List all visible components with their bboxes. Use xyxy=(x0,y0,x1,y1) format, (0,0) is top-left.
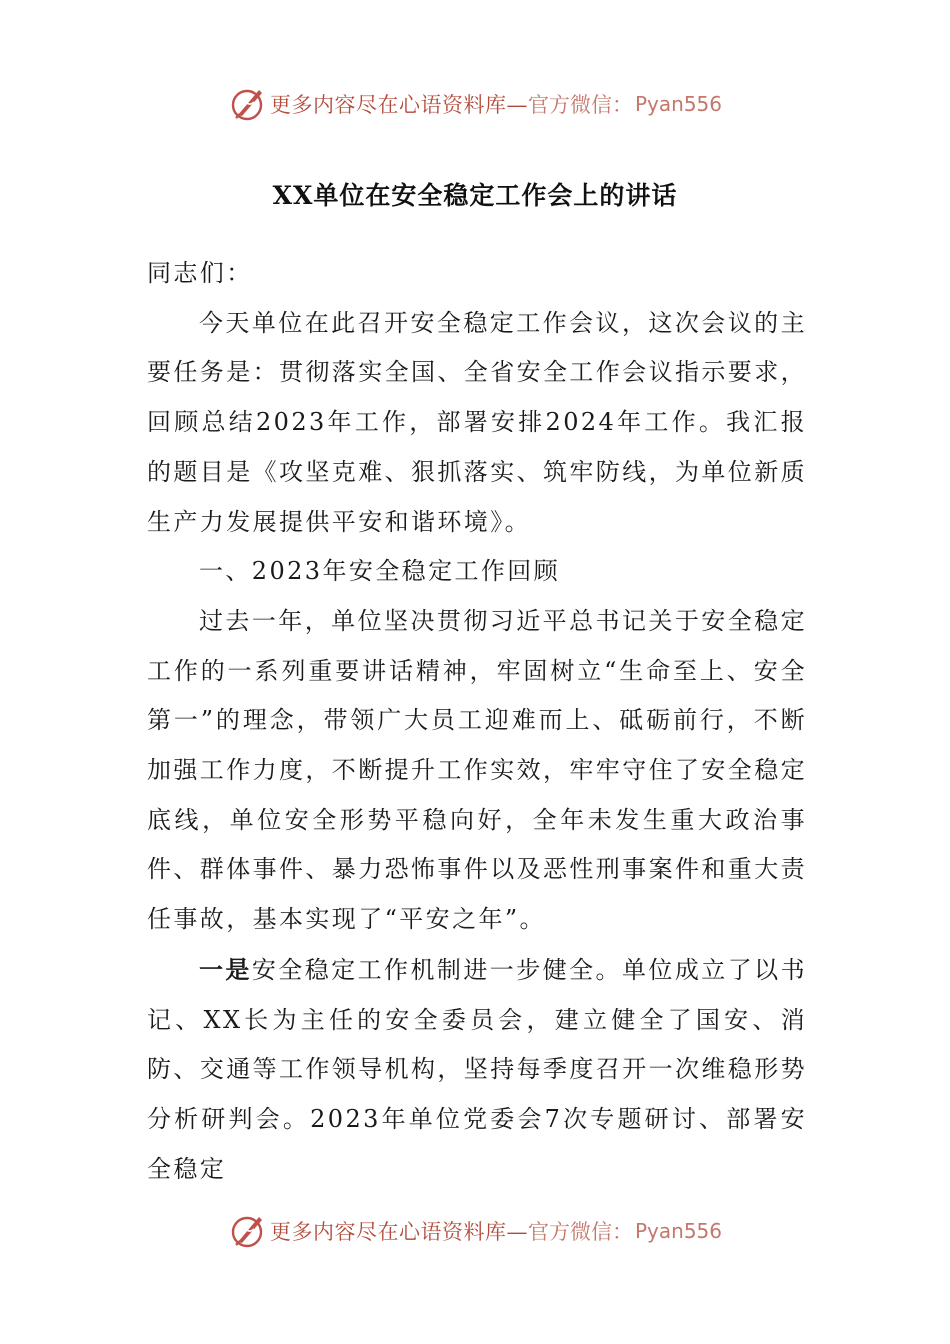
document-title: XX单位在安全稳定工作会上的讲话 xyxy=(272,181,678,210)
point-one-text: 安全稳定工作机制进一步健全。单位成立了以书记、XX长为主任的安全委员会，建立健全了国安、消防、交通等工作领导机构，坚持每季度召开一次维稳形势分析研判会。2023年单位党委会7次专题研讨、部署安全稳定 xyxy=(147,955,807,1183)
header-banner xyxy=(0,84,950,124)
salutation: 同志们： xyxy=(147,259,253,287)
paragraph-intro: 今天单位在此召开安全稳定工作会议，这次会议的主要任务是：贯彻落实全国、全省安全工作会议指示要求，回顾总结2023年工作，部署安排2024年工作。我汇报的题目是《攻坚克难、狠抓落实、筑牢防线，为单位新质生产力发展提供平安和谐环境》。 xyxy=(147,308,807,536)
banner-wechat-label: 官方微信： xyxy=(527,1220,633,1244)
quill-logo-icon xyxy=(228,1211,268,1251)
banner-text: 更多内容尽在心语资料库— xyxy=(269,1220,528,1244)
banner-text: 更多内容尽在心语资料库— xyxy=(269,93,528,117)
footer-banner xyxy=(0,1211,950,1251)
banner-wechat-id: Pyan556 xyxy=(634,1219,722,1243)
document-body xyxy=(147,249,807,1194)
point-one-lead: 一是 xyxy=(199,954,252,984)
quill-logo-icon xyxy=(228,84,268,124)
section-heading: 一、2023年安全稳定工作回顾 xyxy=(199,557,561,586)
banner-wechat-id: Pyan556 xyxy=(634,92,722,116)
paragraph-review: 过去一年，单位坚决贯彻习近平总书记关于安全稳定工作的一系列重要讲话精神，牢固树立“生命至上、安全第一”的理念，带领广大员工迎难而上、砥砺前行，不断加强工作力度，不断提升工作实效，牢牢守住了安全稳定底线，单位安全形势平稳向好，全年未发生重大政治事件、群体事件、暴力恐怖事件以及恶性刑事案件和重大责任事故，基本实现了“平安之年”。 xyxy=(147,606,807,934)
paragraph-point-one xyxy=(147,945,807,1195)
banner-wechat-label: 官方微信： xyxy=(527,93,633,117)
